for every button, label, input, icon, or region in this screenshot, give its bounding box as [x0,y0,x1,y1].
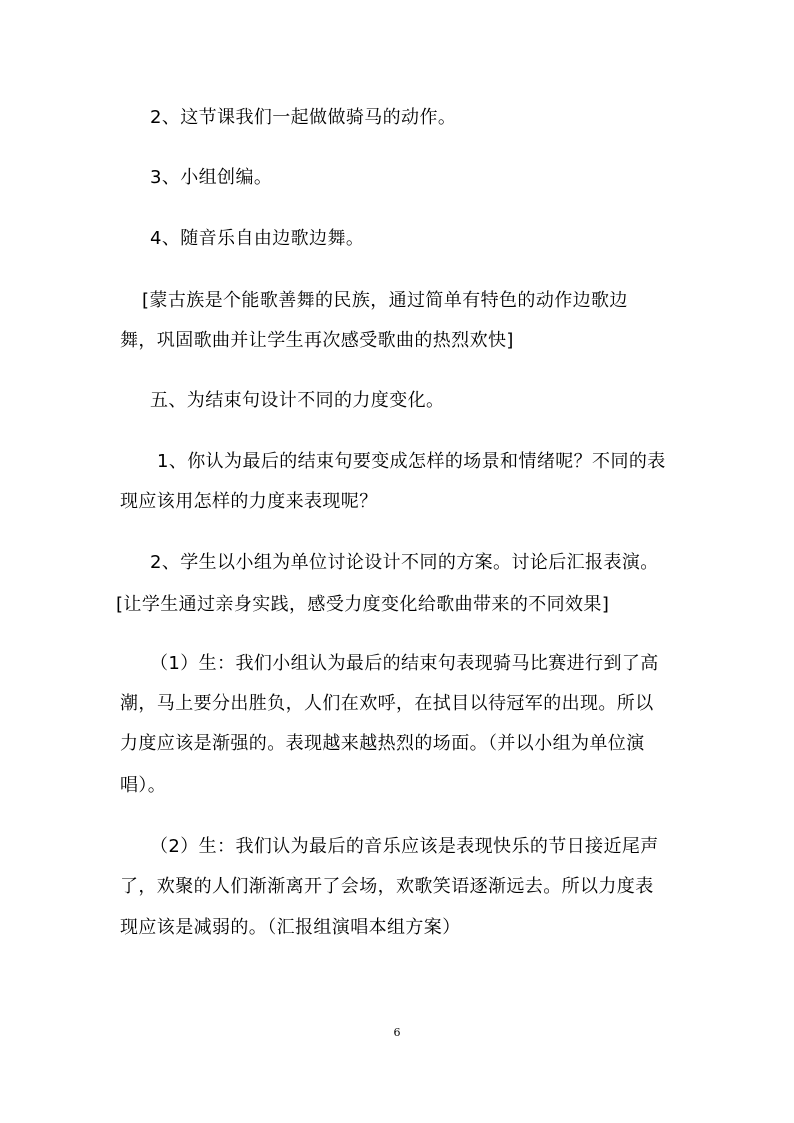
paragraph-line: 潮，马上要分出胜负，人们在欢呼，在拭目以待冠军的出现。所以 [120,693,654,714]
paragraph-line: 唱）。 [120,775,167,796]
paragraph-line: （1）生：我们小组认为最后的结束句表现骑马比赛进行到了高 [150,653,659,674]
paragraph-line: 4、随音乐自由边歌边舞。 [150,228,365,249]
paragraph-line: [让学生通过亲身实践，感受力度变化给歌曲带来的不同效果] [116,594,610,615]
paragraph-line: 1、你认为最后的结束句要变成怎样的场景和情绪呢？不同的表 [157,451,666,472]
paragraph-line: 了，欢聚的人们渐渐离开了会场，欢歌笑语逐渐远去。所以力度表 [120,876,654,897]
paragraph-line: （2）生：我们认为最后的音乐应该是表现快乐的节日接近尾声 [150,836,659,857]
paragraph-line: 2、学生以小组为单位讨论设计不同的方案。讨论后汇报表演。 [150,552,659,573]
page-number: 6 [393,1026,401,1039]
paragraph-line: 现应该用怎样的力度来表现呢？ [120,491,378,512]
paragraph-line: 现应该是减弱的。（汇报组演唱本组方案） [120,917,461,938]
paragraph-line: 3、小组创编。 [150,167,273,188]
section-heading: 五、为结束句设计不同的力度变化。 [150,390,445,411]
paragraph-line: 2、这节课我们一起做做骑马的动作。 [150,107,457,128]
paragraph-line: 力度应该是渐强的。表现越来越热烈的场面。（并以小组为单位演 [120,733,645,754]
paragraph-line: [蒙古族是个能歌善舞的民族，通过简单有特色的动作边歌边 [142,290,628,311]
paragraph-line: 舞，巩固歌曲并让学生再次感受歌曲的热烈欢快] [120,330,514,351]
